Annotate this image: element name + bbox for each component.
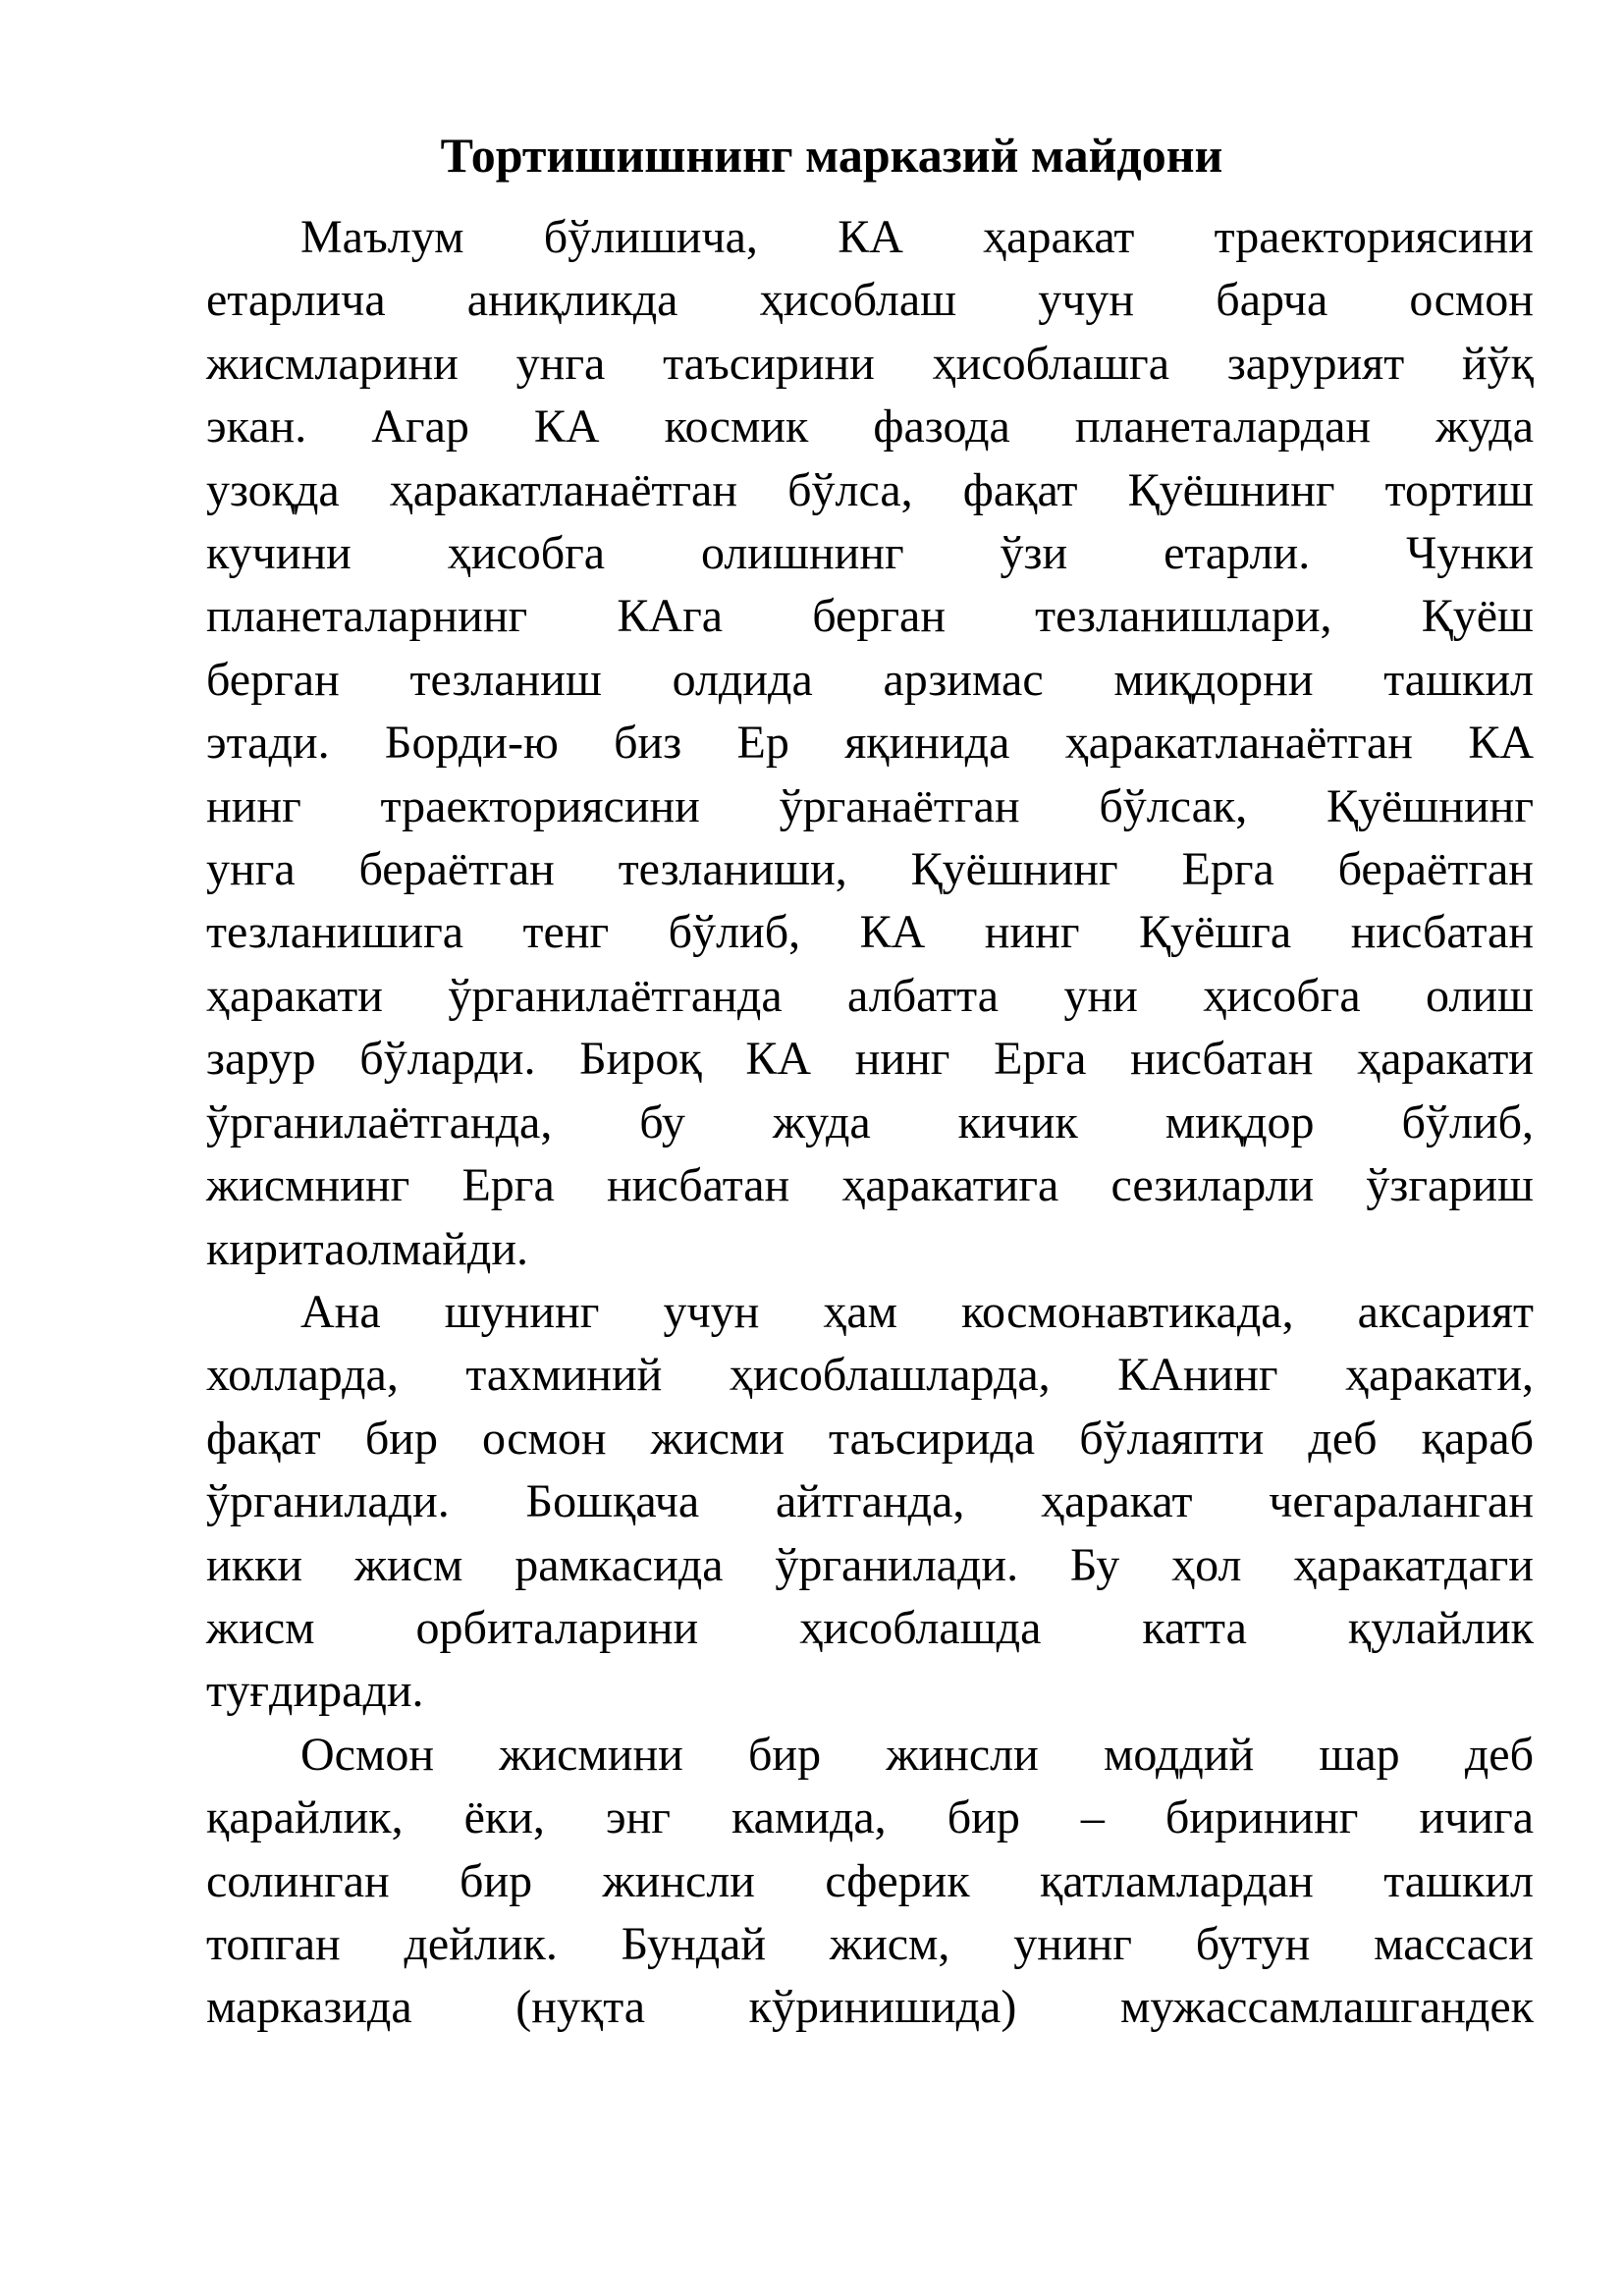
- text-line: киритаолмайди.: [206, 1222, 529, 1275]
- text-line: қарайлик, ёки, энг камида, бир – бирининг ичига: [206, 1791, 1534, 1844]
- paragraph-3: [206, 1724, 1534, 2040]
- page-title: Тортишишнинг марказий майдони: [440, 128, 1223, 183]
- text-line: планеталарнинг КАга берган тезланишлари, Қуёш: [206, 590, 1534, 643]
- text-line: унга бераётган тезланиши, Қуёшнинг Ерга бераётган: [206, 843, 1534, 896]
- text-line: ўрганилаётганда, бу жуда кичик миқдор бўлиб,: [206, 1095, 1534, 1148]
- text-line: экан. Агар КА космик фазода планеталардан жуда: [206, 400, 1534, 454]
- text-line: узоқда ҳаракатланаётган бўлса, фақат Қуёшнинг тортиш: [206, 463, 1534, 516]
- paragraph-1: [206, 206, 1534, 1281]
- text-line: туғдиради.: [206, 1665, 424, 1718]
- body-text: [206, 206, 1534, 2040]
- text-line: нинг траекториясини ўрганаётган бўлсак, Қуёшнинг: [206, 779, 1534, 832]
- text-line: етарлича аниқликда ҳисоблаш учун барча осмон: [206, 274, 1534, 327]
- text-line: топган дейлик. Бундай жисм, унинг бутун массаси: [206, 1917, 1534, 1970]
- text-line: Осмон жисмини бир жинсли моддий шар деб: [300, 1728, 1534, 1781]
- text-line: зарур бўларди. Бироқ КА нинг Ерга нисбатан ҳаракати: [206, 1033, 1534, 1086]
- text-line: холларда, тахминий ҳисоблашларда, КАнинг ҳаракати,: [206, 1349, 1534, 1402]
- text-line: марказида (нуқта кўринишида) мужассамлашгандек: [206, 1981, 1534, 2034]
- text-line: ҳаракати ўрганилаётганда албатта уни ҳисобга олиш: [206, 969, 1534, 1022]
- text-line: жисм орбиталарини ҳисоблашда катта қулайлик: [206, 1601, 1534, 1654]
- text-line: солинган бир жинсли сферик қатламлардан ташкил: [206, 1854, 1534, 1907]
- text-line: Маълум бўлишича, КА ҳаракат траекториясини: [300, 211, 1534, 263]
- text-line: жисмларини унга таъсирини ҳисоблашга зарурият йўқ: [206, 337, 1534, 390]
- text-line: этади. Борди-ю биз Ер яқинида ҳаракатланаётган КА: [206, 717, 1534, 770]
- text-line: берган тезланиш олдида арзимас миқдорни ташкил: [206, 653, 1534, 706]
- text-line: Ана шунинг учун ҳам космонавтикада, аксарият: [300, 1285, 1534, 1338]
- text-line: кучини ҳисобга олишнинг ўзи етарли. Чунки: [206, 527, 1534, 580]
- text-line: ўрганилади. Бошқача айтганда, ҳаракат чегараланган: [206, 1475, 1534, 1528]
- text-line: жисмнинг Ерга нисбатан ҳаракатига сезиларли ўзгариш: [206, 1159, 1534, 1212]
- text-line: фақат бир осмон жисми таъсирида бўлаяпти деб қараб: [206, 1412, 1534, 1465]
- text-line: икки жисм рамкасида ўрганилади. Бу ҳол ҳаракатдаги: [206, 1538, 1534, 1591]
- text-line: тезланишига тенг бўлиб, КА нинг Қуёшга нисбатан: [206, 906, 1534, 959]
- paragraph-2: [206, 1281, 1534, 1724]
